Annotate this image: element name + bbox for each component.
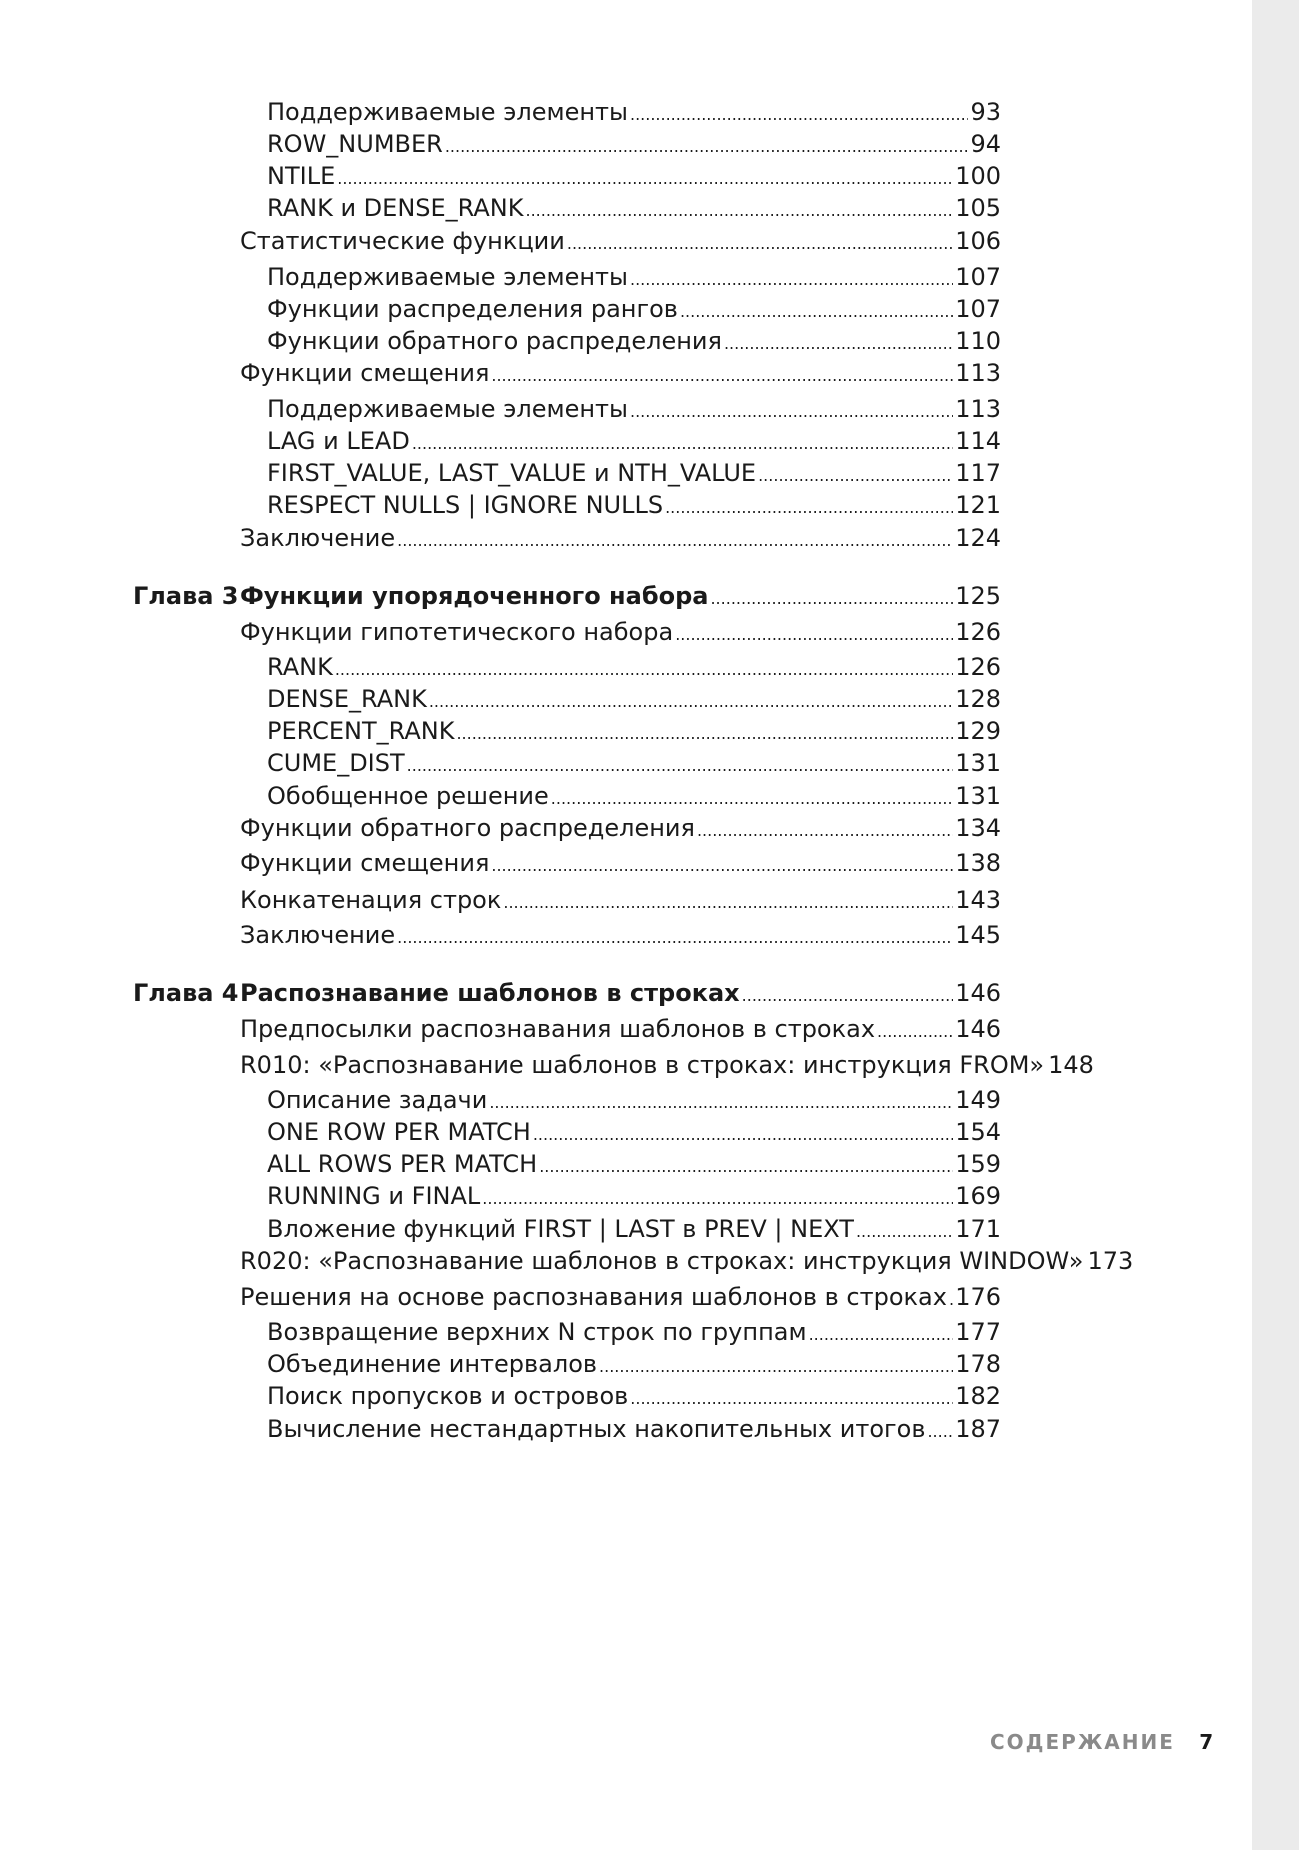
dot-leader	[680, 297, 953, 327]
toc-entry[interactable]	[267, 458, 1001, 491]
toc-entry-title: FIRST_VALUE, LAST_VALUE и NTH_VALUE	[267, 459, 757, 487]
toc-entry-title: Объединение интервалов	[267, 1350, 598, 1378]
toc-page-number: 107	[955, 295, 1001, 323]
dot-leader	[412, 429, 953, 459]
chapter-number: Глава 4	[133, 979, 239, 1007]
toc-page-number: 145	[955, 921, 1001, 949]
toc-entry[interactable]	[240, 1050, 1094, 1083]
toc-page-number: 100	[955, 162, 1001, 190]
toc-entry[interactable]	[240, 617, 1001, 650]
toc-page-number: 129	[955, 717, 1001, 745]
toc-entry[interactable]	[240, 1282, 1001, 1315]
toc-entry[interactable]	[267, 684, 1001, 717]
toc-page-number: 107	[955, 263, 1001, 291]
toc-entry[interactable]	[267, 97, 1001, 130]
dot-leader	[489, 1088, 953, 1118]
toc-entry[interactable]	[240, 848, 1001, 881]
toc-page-number: 177	[955, 1318, 1001, 1346]
toc-entry-title: Поддерживаемые элементы	[267, 263, 628, 291]
toc-entry[interactable]	[267, 716, 1001, 749]
toc-page-number: 128	[955, 685, 1001, 713]
toc-page-number: 117	[955, 459, 1001, 487]
toc-entry-title: RUNNING и FINAL	[267, 1182, 481, 1210]
dot-leader	[927, 1417, 953, 1447]
toc-page-number: 169	[955, 1182, 1001, 1210]
toc-entry-title: Предпосылки распознавания шаблонов в строках	[240, 1015, 876, 1043]
toc-page-number: 138	[955, 849, 1001, 877]
dot-leader	[491, 361, 953, 391]
dot-leader	[445, 132, 969, 162]
dot-leader	[525, 196, 953, 226]
toc-entry[interactable]	[240, 1246, 1134, 1279]
dot-leader	[456, 719, 953, 749]
dot-leader	[599, 1352, 953, 1382]
toc-entry[interactable]	[240, 813, 1001, 846]
dot-leader	[665, 493, 953, 523]
toc-entry[interactable]	[267, 1381, 1001, 1414]
toc-page-number: 126	[955, 618, 1001, 646]
toc-entry-title: ALL ROWS PER MATCH	[267, 1150, 538, 1178]
running-footer	[990, 1727, 1215, 1757]
toc-page-number: 134	[955, 814, 1001, 842]
toc-page-number: 148	[1048, 1051, 1094, 1079]
toc-page-number: 131	[955, 782, 1001, 810]
dot-leader	[335, 655, 953, 685]
toc-chapter-entry[interactable]	[240, 581, 1001, 614]
toc-page-number: 171	[955, 1215, 1001, 1243]
toc-entry[interactable]	[267, 748, 1001, 781]
toc-entry[interactable]	[267, 294, 1001, 327]
toc-page-number: 94	[970, 130, 1001, 158]
dot-leader	[491, 851, 953, 881]
toc-entry-title: CUME_DIST	[267, 749, 405, 777]
toc-entry[interactable]	[267, 652, 1001, 685]
toc-entry-title: Поиск пропусков и островов	[267, 1382, 629, 1410]
toc-entry-title: R020: «Распознавание шаблонов в строках: инструкция WINDOW»	[240, 1247, 1084, 1275]
toc-entry-title: Вычисление нестандартных накопительных итогов	[267, 1415, 926, 1443]
toc-page-number: 182	[955, 1382, 1001, 1410]
dot-leader	[809, 1320, 954, 1350]
toc-entry-title: Описание задачи	[267, 1086, 488, 1114]
toc-entry[interactable]	[267, 161, 1001, 194]
toc-entry[interactable]	[267, 1085, 1001, 1118]
toc-page-number: 159	[955, 1150, 1001, 1178]
toc-page-number: 110	[955, 327, 1001, 355]
toc-entry-title: Функции обратного распределения	[240, 814, 695, 842]
dot-leader	[397, 526, 953, 556]
toc-entry-title: Поддерживаемые элементы	[267, 98, 628, 126]
dot-leader	[539, 1152, 953, 1182]
toc-entry-title: Обобщенное решение	[267, 782, 549, 810]
toc-entry-title: Функции смещения	[240, 849, 490, 877]
toc-entry[interactable]	[267, 129, 1001, 162]
dot-leader	[630, 265, 953, 295]
toc-page-number: 131	[955, 749, 1001, 777]
toc-entry[interactable]	[240, 885, 1001, 918]
toc-entry-title: Заключение	[240, 524, 396, 552]
dot-leader	[429, 687, 953, 717]
toc-page-number: 187	[955, 1415, 1001, 1443]
toc-entry[interactable]	[240, 920, 1001, 953]
toc-entry-title: NTILE	[267, 162, 336, 190]
toc-page-number: 106	[955, 227, 1001, 255]
dot-leader	[742, 981, 954, 1011]
toc-page-number: 143	[955, 886, 1001, 914]
toc-entry[interactable]	[267, 1117, 1001, 1150]
toc-entry[interactable]	[267, 326, 1001, 359]
toc-page-number: 146	[955, 1015, 1001, 1043]
dot-leader	[533, 1120, 953, 1150]
dot-leader	[630, 100, 968, 130]
toc-entry-title: Решения на основе распознавания шаблонов в строках	[240, 1283, 947, 1311]
toc-entry-title: Распознавание шаблонов в строках	[240, 979, 740, 1007]
toc-entry[interactable]	[267, 1149, 1001, 1182]
toc-entry-title: ONE ROW PER MATCH	[267, 1118, 531, 1146]
toc-page-number: 105	[955, 194, 1001, 222]
toc-entry[interactable]	[240, 358, 1001, 391]
toc-entry[interactable]	[240, 1014, 1001, 1047]
toc-entry-title: Функции упорядоченного набора	[240, 582, 709, 610]
toc-page-number: 93	[970, 98, 1001, 126]
dot-leader	[337, 164, 953, 194]
toc-entry[interactable]	[240, 226, 1001, 259]
dot-leader	[407, 751, 954, 781]
toc-page-number: 125	[955, 582, 1001, 610]
toc-page-number: 113	[955, 359, 1001, 387]
toc-entry[interactable]	[267, 193, 1001, 226]
dot-leader	[877, 1017, 953, 1047]
toc-page-number: 124	[955, 524, 1001, 552]
dot-leader	[675, 620, 953, 650]
toc-entry[interactable]	[267, 426, 1001, 459]
toc-page-number: 178	[955, 1350, 1001, 1378]
toc-entry-title: RESPECT NULLS | IGNORE NULLS	[267, 491, 664, 519]
toc-entry-title: ROW_NUMBER	[267, 130, 443, 158]
toc-entry[interactable]	[267, 1181, 1001, 1214]
toc-page-number: 154	[955, 1118, 1001, 1146]
toc-entry[interactable]	[267, 1349, 1001, 1382]
dot-leader	[697, 816, 953, 846]
toc-entry-title: RANK и DENSE_RANK	[267, 194, 524, 222]
toc-page-number: 114	[955, 427, 1001, 455]
toc-page-number: 121	[955, 491, 1001, 519]
toc-entry[interactable]	[267, 1214, 1001, 1247]
dot-leader	[397, 923, 953, 953]
toc-entry[interactable]	[240, 523, 1001, 556]
toc-entry-title: LAG и LEAD	[267, 427, 410, 455]
dot-leader	[724, 329, 953, 359]
toc-entry[interactable]	[267, 262, 1001, 295]
toc-entry-title: R010: «Распознавание шаблонов в строках: инструкция FROM»	[240, 1051, 1045, 1079]
dot-leader	[949, 1285, 953, 1315]
dot-leader	[551, 784, 953, 814]
toc-entry-title: Функции гипотетического набора	[240, 618, 674, 646]
toc-entry[interactable]	[267, 1414, 1001, 1447]
chapter-number: Глава 3	[133, 582, 239, 610]
footer-section-title: СОДЕРЖАНИЕ	[990, 1730, 1175, 1754]
dot-leader	[630, 397, 953, 427]
toc-entry-title: Поддерживаемые элементы	[267, 395, 628, 423]
toc-page-number: 113	[955, 395, 1001, 423]
toc-entry[interactable]	[267, 1317, 1001, 1350]
toc-page-number: 126	[955, 653, 1001, 681]
dot-leader	[710, 584, 953, 614]
toc-entry-title: Конкатенация строк	[240, 886, 502, 914]
toc-page-number: 176	[955, 1283, 1001, 1311]
toc-entry[interactable]	[267, 394, 1001, 427]
toc-entry-title: RANK	[267, 653, 333, 681]
toc-entry-title: Функции смещения	[240, 359, 490, 387]
toc-entry-title: Заключение	[240, 921, 396, 949]
dot-leader	[503, 888, 953, 918]
toc-entry[interactable]	[267, 490, 1001, 523]
dot-leader	[482, 1184, 953, 1214]
toc-chapter-entry[interactable]	[240, 978, 1001, 1011]
toc-entry-title: Статистические функции	[240, 227, 565, 255]
toc-entry-title: DENSE_RANK	[267, 685, 427, 713]
dot-leader	[567, 229, 953, 259]
dot-leader	[758, 461, 953, 491]
toc-entry-title: Функции распределения рангов	[267, 295, 678, 323]
toc-entry-title: Функции обратного распределения	[267, 327, 722, 355]
toc-page-number: 173	[1087, 1247, 1134, 1275]
toc-page-number: 149	[955, 1086, 1001, 1114]
footer-page-number: 7	[1199, 1730, 1216, 1754]
toc-page-number: 146	[955, 979, 1001, 1007]
toc-entry-title: Вложение функций FIRST | LAST в PREV | NEXT	[267, 1215, 854, 1243]
toc-entry-title: PERCENT_RANK	[267, 717, 455, 745]
dot-leader	[856, 1217, 953, 1247]
dot-leader	[630, 1384, 953, 1414]
toc-entry-title: Возвращение верхних N строк по группам	[267, 1318, 807, 1346]
toc-entry[interactable]	[267, 781, 1001, 814]
